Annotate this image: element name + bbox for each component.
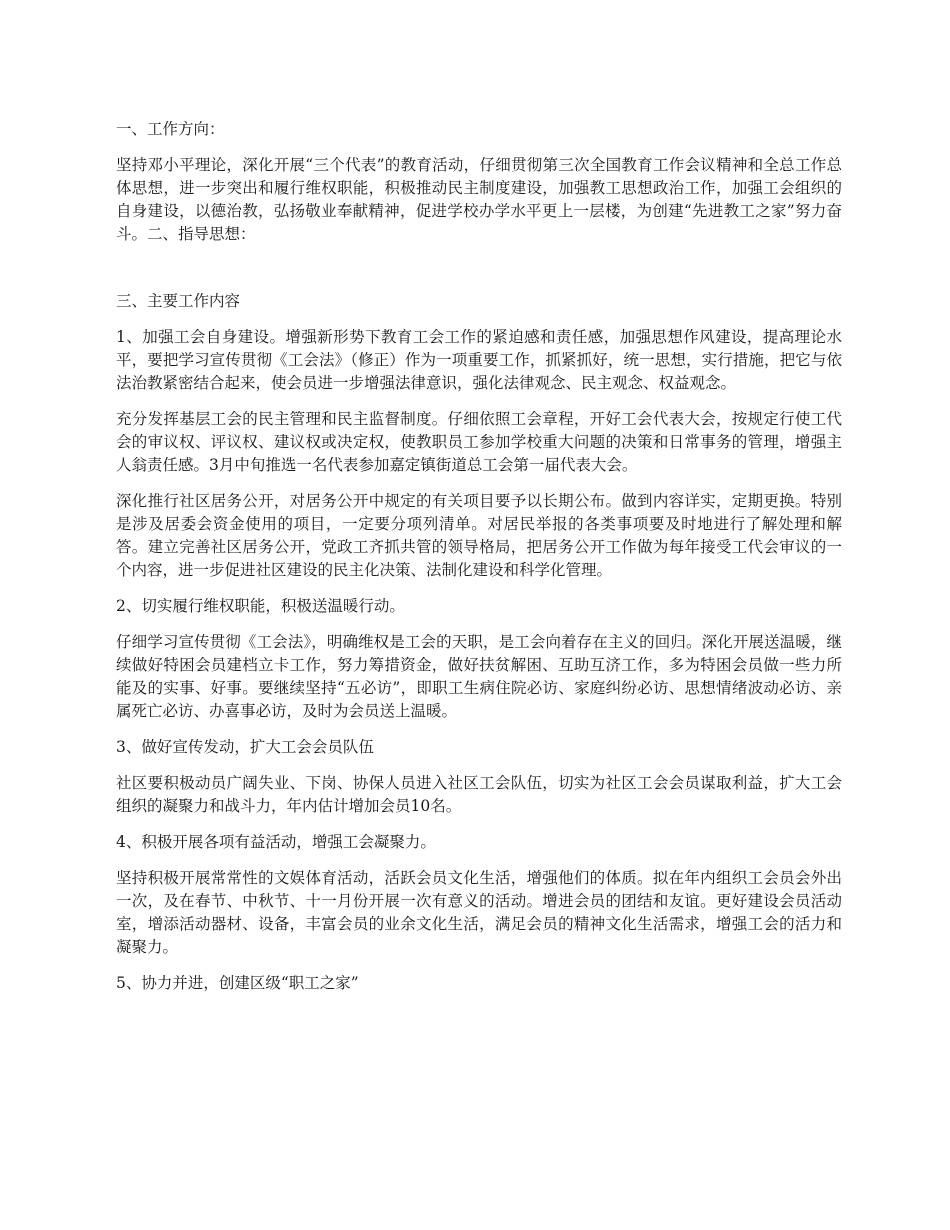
- section-heading-main-work: 三、主要工作内容: [116, 292, 241, 310]
- item-heading-3: 3、做好宣传发动，扩大工会会员队伍: [116, 738, 374, 756]
- document-body: [116, 118, 842, 1008]
- item-heading-5: 5、协力并进，创建区级“职工之家”: [116, 974, 359, 992]
- paragraph-item-2: 仔细学习宣传贯彻《工会法》，明确维权是工会的天职，是工会向着存在主义的回归。深化开展送温暖，继续做好特困会员建档立卡工作，努力筹措资金，做好扶贫解困、互助互济工作，多为特困会员做一些力所能及的实事、好事。要继续坚持“五必访”，即职工生病住院必访、家庭纠纷必访、思想情绪波动必访、亲属死亡必访、办喜事必访，及时为会员送上温暖。: [116, 633, 842, 720]
- section-heading-work-direction: 一、工作方向：: [116, 120, 225, 138]
- paragraph-work-direction: 坚持邓小平理论，深化开展“三个代表”的教育活动，仔细贯彻第三次全国教育工作会议精神和全总工作总体思想，进一步突出和履行维权职能，积极推动民主制度建设，加强教工思想政治工作，加强工会组织的自身建设，以德治教，弘扬敬业奉献精神，促进学校办学水平更上一层楼，为创建“先进教工之家”努力奋斗。二、指导思想：: [116, 156, 842, 243]
- blank-gap: [116, 259, 842, 290]
- paragraph-item-1: 1、加强工会自身建设。增强新形势下教育工会工作的紧迫感和责任感，加强思想作风建设，提高理论水平，要把学习宣传贯彻《工会法》（修正）作为一项重要工作，抓紧抓好，统一思想，实行措施，把它与依法治教紧密结合起来，使会员进一步增强法律意识，强化法律观念、民主观念、权益观念。: [116, 328, 842, 392]
- item-heading-4: 4、积极开展各项有益活动，增强工会凝聚力。: [116, 833, 436, 851]
- paragraph-democratic-management: 充分发挥基层工会的民主管理和民主监督制度。仔细依照工会章程，开好工会代表大会，按规定行使工代会的审议权、评议权、建议权或决定权，使教职员工参加学校重大问题的决策和日常事务的管理，增强主人翁责任感。3月中旬推选一名代表参加嘉定镇街道总工会第一届代表大会。: [116, 410, 842, 474]
- paragraph-item-4: 坚持积极开展常常性的文娱体育活动，活跃会员文化生活，增强他们的体质。拟在年内组织工会员会外出一次，及在春节、中秋节、十一月份开展一次有意义的活动。增进会员的团结和友谊。更好建设会员活动室，增添活动器材、设备，丰富会员的业余文化生活，满足会员的精神文化生活需求，增强工会的活力和凝聚力。: [116, 869, 842, 956]
- paragraph-item-3: 社区要积极动员广阔失业、下岗、协保人员进入社区工会队伍，切实为社区工会会员谋取利益，扩大工会组织的凝聚力和战斗力，年内估计增加会员10名。: [116, 774, 842, 815]
- item-heading-2: 2、切实履行维权职能，积极送温暖行动。: [116, 597, 405, 615]
- paragraph-affairs-disclosure: 深化推行社区居务公开，对居务公开中规定的有关项目要予以长期公布。做到内容详实，定期更换。特别是涉及居委会资金使用的项目，一定要分项列清单。对居民举报的各类事项要及时地进行了解处理和解答。建立完善社区居务公开，党政工齐抓共管的领导格局，把居务公开工作做为每年接受工代会审议的一个内容，进一步促进社区建设的民主化决策、法制化建设和科学化管理。: [116, 492, 842, 579]
